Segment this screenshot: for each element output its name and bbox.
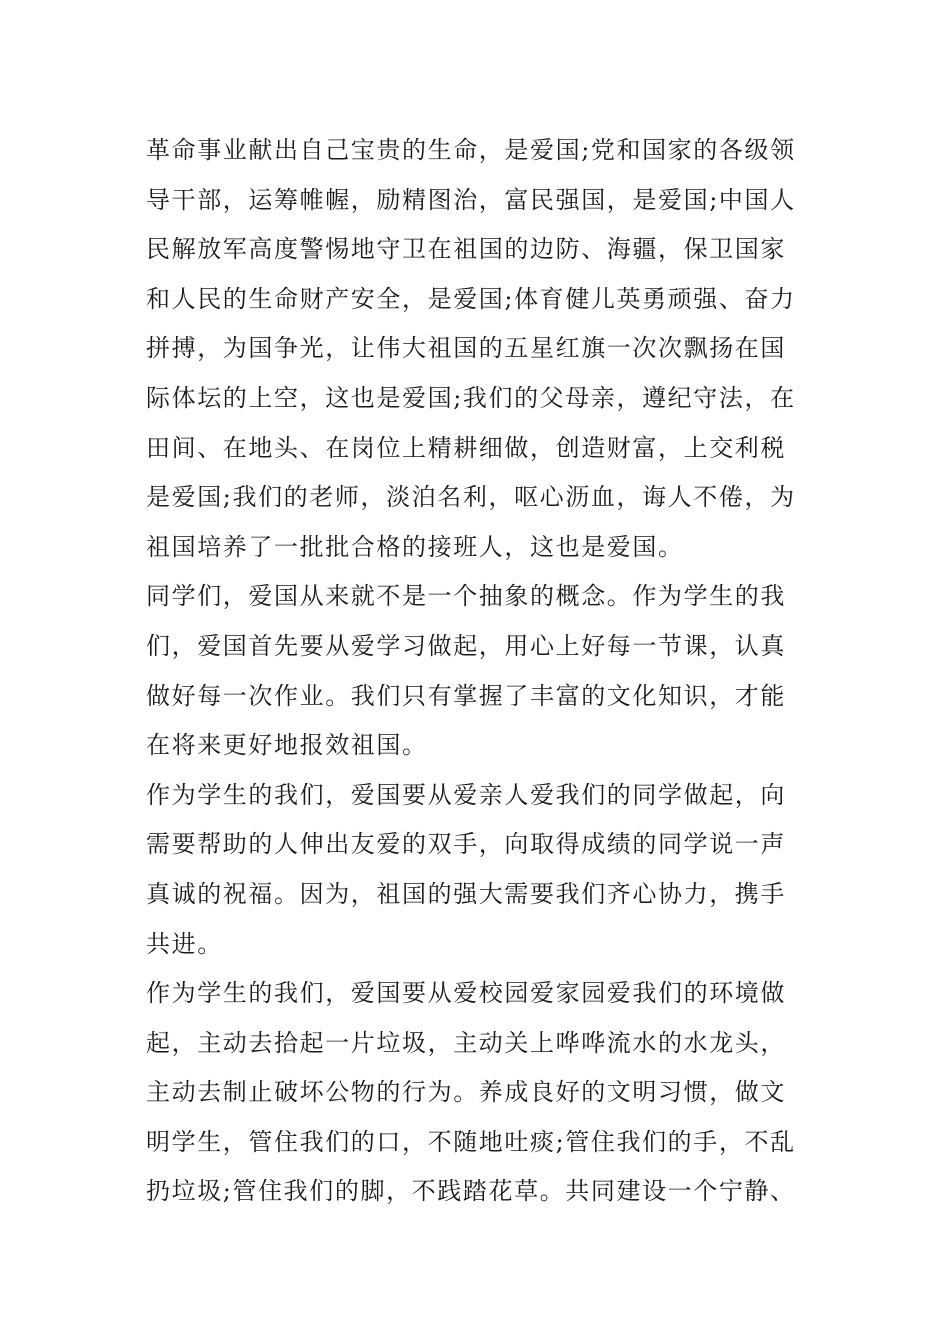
text-line: 田间、在地头、在岗位上精耕细做，创造财富，上交利税 (146, 433, 786, 462)
text-line: 作为学生的我们，爱国要从爱校园爱家园爱我们的环境做 (146, 979, 786, 1008)
text-line: 作为学生的我们，爱国要从爱亲人爱我们的同学做起，向 (146, 780, 786, 809)
text-line: 真诚的祝福。因为，祖国的强大需要我们齐心协力，携手 (146, 879, 786, 908)
text-line: 和人民的生命财产安全，是爱国;体育健儿英勇顽强、奋力 (146, 284, 796, 313)
text-line: 导干部，运筹帷幄，励精图治，富民强国，是爱国;中国人 (146, 185, 796, 214)
text-line: 共进。 (146, 929, 223, 958)
text-line: 做好每一次作业。我们只有掌握了丰富的文化知识，才能 (146, 681, 786, 710)
text-line: 扔垃圾;管住我们的脚，不践踏花草。共同建设一个宁静、 (146, 1177, 796, 1206)
body-text (146, 126, 816, 1217)
text-line: 革命事业献出自己宝贵的生命，是爱国;党和国家的各级领 (146, 136, 796, 164)
text-line: 民解放军高度警惕地守卫在祖国的边防、海疆，保卫国家 (146, 235, 786, 264)
text-line: 祖国培养了一批批合格的接班人，这也是爱国。 (146, 532, 684, 561)
text-line: 际体坛的上空，这也是爱国;我们的父母亲，遵纪守法，在 (146, 383, 796, 412)
text-line: 是爱国;我们的老师，淡泊名利，呕心沥血，诲人不倦，为 (146, 483, 796, 512)
text-line: 在将来更好地报效祖国。 (146, 731, 428, 760)
text-line: 们，爱国首先要从爱学习做起，用心上好每一节课，认真 (146, 631, 786, 660)
text-line: 需要帮助的人伸出友爱的双手，向取得成绩的同学说一声 (146, 830, 786, 859)
text-line: 起，主动去拾起一片垃圾，主动关上哗哗流水的水龙头， (146, 1028, 786, 1057)
text-line: 明学生，管住我们的口，不随地吐痰;管住我们的手，不乱 (146, 1127, 796, 1156)
text-line: 同学们，爱国从来就不是一个抽象的概念。作为学生的我 (146, 582, 786, 611)
text-line: 拼搏，为国争光，让伟大祖国的五星红旗一次次飘扬在国 (146, 334, 786, 363)
text-line: 主动去制止破坏公物的行为。养成良好的文明习惯，做文 (146, 1078, 786, 1107)
